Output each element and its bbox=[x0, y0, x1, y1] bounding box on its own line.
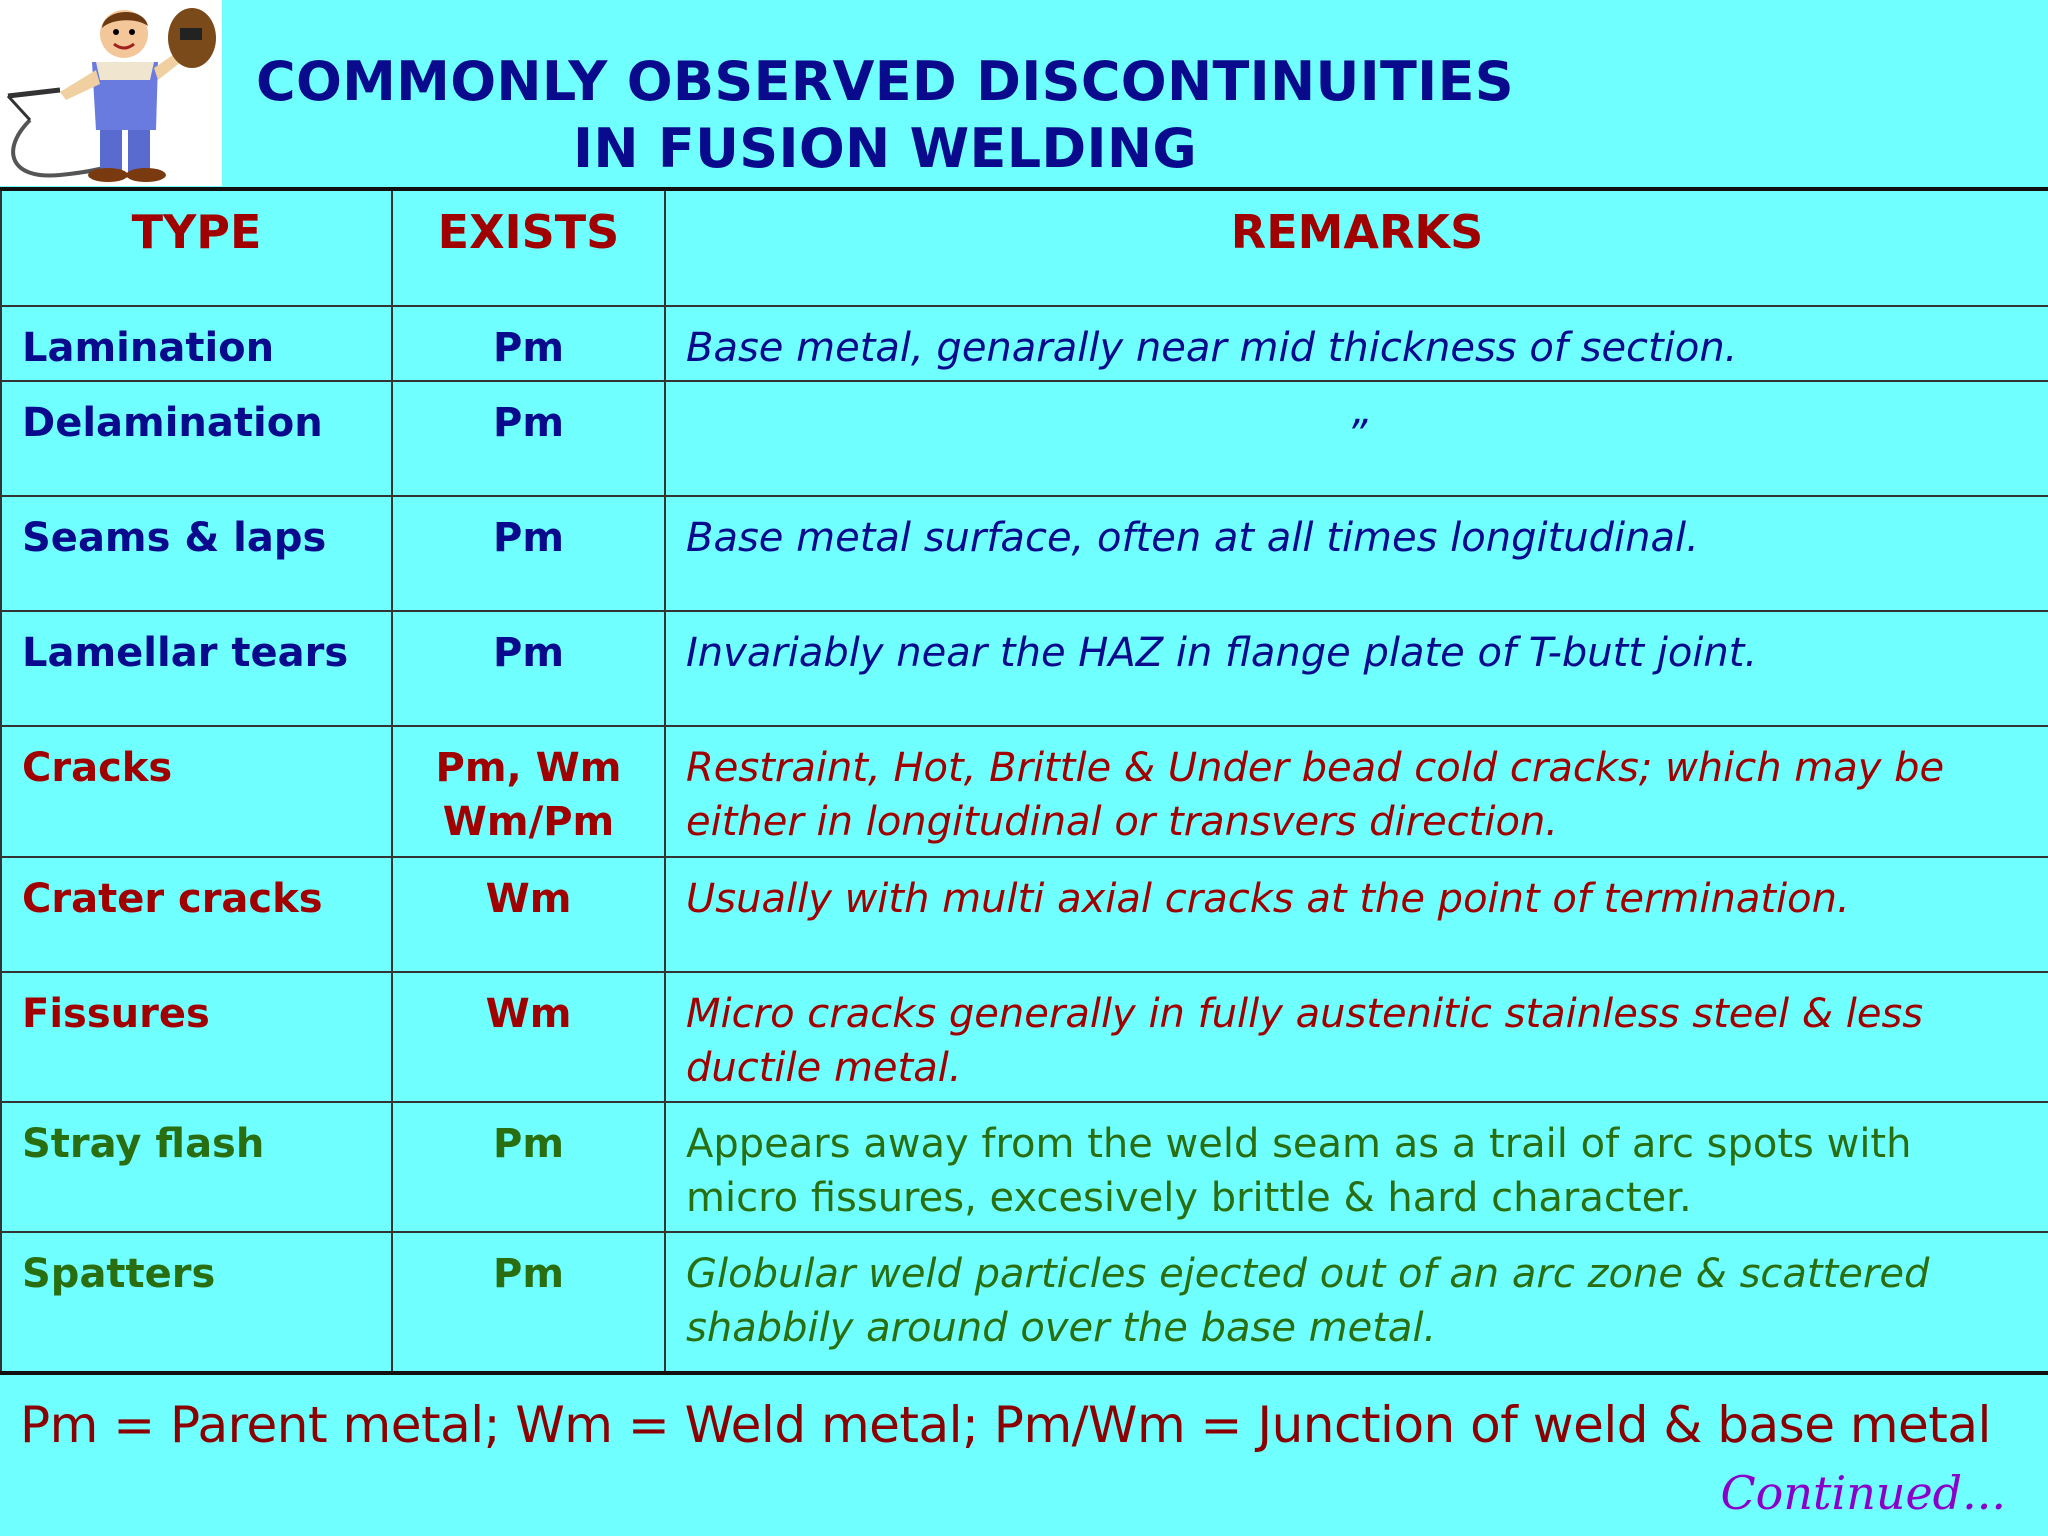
exists-line-1: Pm, Wm bbox=[435, 745, 622, 791]
table-row bbox=[0, 1103, 2048, 1233]
remarks-cell bbox=[666, 727, 2048, 856]
table-row bbox=[0, 858, 2048, 973]
remarks-line-2: shabbily around over the base metal. bbox=[686, 1305, 1437, 1351]
remarks-cell: Invariably near the HAZ in flange plate of T-butt joint. bbox=[686, 630, 1758, 676]
table-header-row bbox=[0, 191, 2048, 307]
remarks-cell: Usually with multi axial cracks at the point of termination. bbox=[686, 876, 1850, 922]
header-exists: EXISTS bbox=[393, 191, 666, 305]
type-cell: Lamination bbox=[0, 307, 393, 380]
continued-note: Continued... bbox=[1720, 1466, 2006, 1520]
type-cell: Stray flash bbox=[0, 1103, 393, 1231]
remarks-cell bbox=[666, 1103, 2048, 1231]
remarks-cell: Base metal, genarally near mid thickness of section. bbox=[686, 325, 1738, 371]
discontinuities-table bbox=[0, 187, 2048, 1375]
remarks-line-2: either in longitudinal or transvers direction. bbox=[686, 799, 1559, 845]
type-cell: Lamellar tears bbox=[0, 612, 393, 725]
exists-cell: Wm bbox=[393, 858, 666, 971]
table-row bbox=[0, 382, 2048, 497]
title-line-1: COMMONLY OBSERVED DISCONTINUITIES bbox=[256, 50, 1514, 113]
type-cell: Fissures bbox=[0, 973, 393, 1101]
title-line-2: IN FUSION WELDING bbox=[572, 117, 1198, 180]
exists-cell: Pm bbox=[393, 1233, 666, 1371]
exists-line-2: Wm/Pm bbox=[442, 799, 615, 845]
remarks-line-1: Globular weld particles ejected out of an arc zone & scattered bbox=[686, 1251, 1930, 1297]
remarks-line-2: micro fissures, excesively brittle & hard character. bbox=[686, 1175, 1692, 1221]
type-cell: Delamination bbox=[0, 382, 393, 495]
header-remarks: REMARKS bbox=[1230, 205, 1484, 259]
exists-cell: Pm bbox=[393, 382, 666, 495]
remarks-cell bbox=[666, 973, 2048, 1101]
remarks-line-1: Micro cracks generally in fully austenitic stainless steel & less bbox=[686, 991, 1924, 1037]
page-title bbox=[230, 48, 1540, 182]
table-row bbox=[0, 1233, 2048, 1371]
exists-cell: Pm bbox=[393, 1103, 666, 1231]
remarks-line-1: Appears away from the weld seam as a trail of arc spots with bbox=[686, 1121, 1912, 1167]
table-row bbox=[0, 612, 2048, 727]
table-row bbox=[0, 727, 2048, 858]
remarks-line-1: Restraint, Hot, Brittle & Under bead cold cracks; which may be bbox=[686, 745, 1945, 791]
remarks-cell: Base metal surface, often at all times longitudinal. bbox=[686, 515, 1699, 561]
exists-cell: Pm bbox=[393, 612, 666, 725]
remarks-cell bbox=[666, 1233, 2048, 1371]
welder-cartoon-icon bbox=[0, 0, 222, 186]
exists-cell: Pm bbox=[393, 497, 666, 610]
table-row bbox=[0, 307, 2048, 382]
type-cell: Seams & laps bbox=[0, 497, 393, 610]
exists-cell bbox=[393, 727, 666, 856]
type-cell: Spatters bbox=[0, 1233, 393, 1371]
exists-cell: Pm bbox=[393, 307, 666, 380]
table-row bbox=[0, 973, 2048, 1103]
exists-cell: Wm bbox=[393, 973, 666, 1101]
remarks-line-2: ductile metal. bbox=[686, 1045, 962, 1091]
header-type: TYPE bbox=[0, 191, 393, 305]
abbreviation-legend: Pm = Parent metal; Wm = Weld metal; Pm/Wm = Junction of weld & base metal bbox=[20, 1396, 1991, 1454]
table-row bbox=[0, 497, 2048, 612]
remarks-cell: ” bbox=[1346, 412, 1368, 458]
type-cell: Crater cracks bbox=[0, 858, 393, 971]
type-cell: Cracks bbox=[0, 727, 393, 856]
